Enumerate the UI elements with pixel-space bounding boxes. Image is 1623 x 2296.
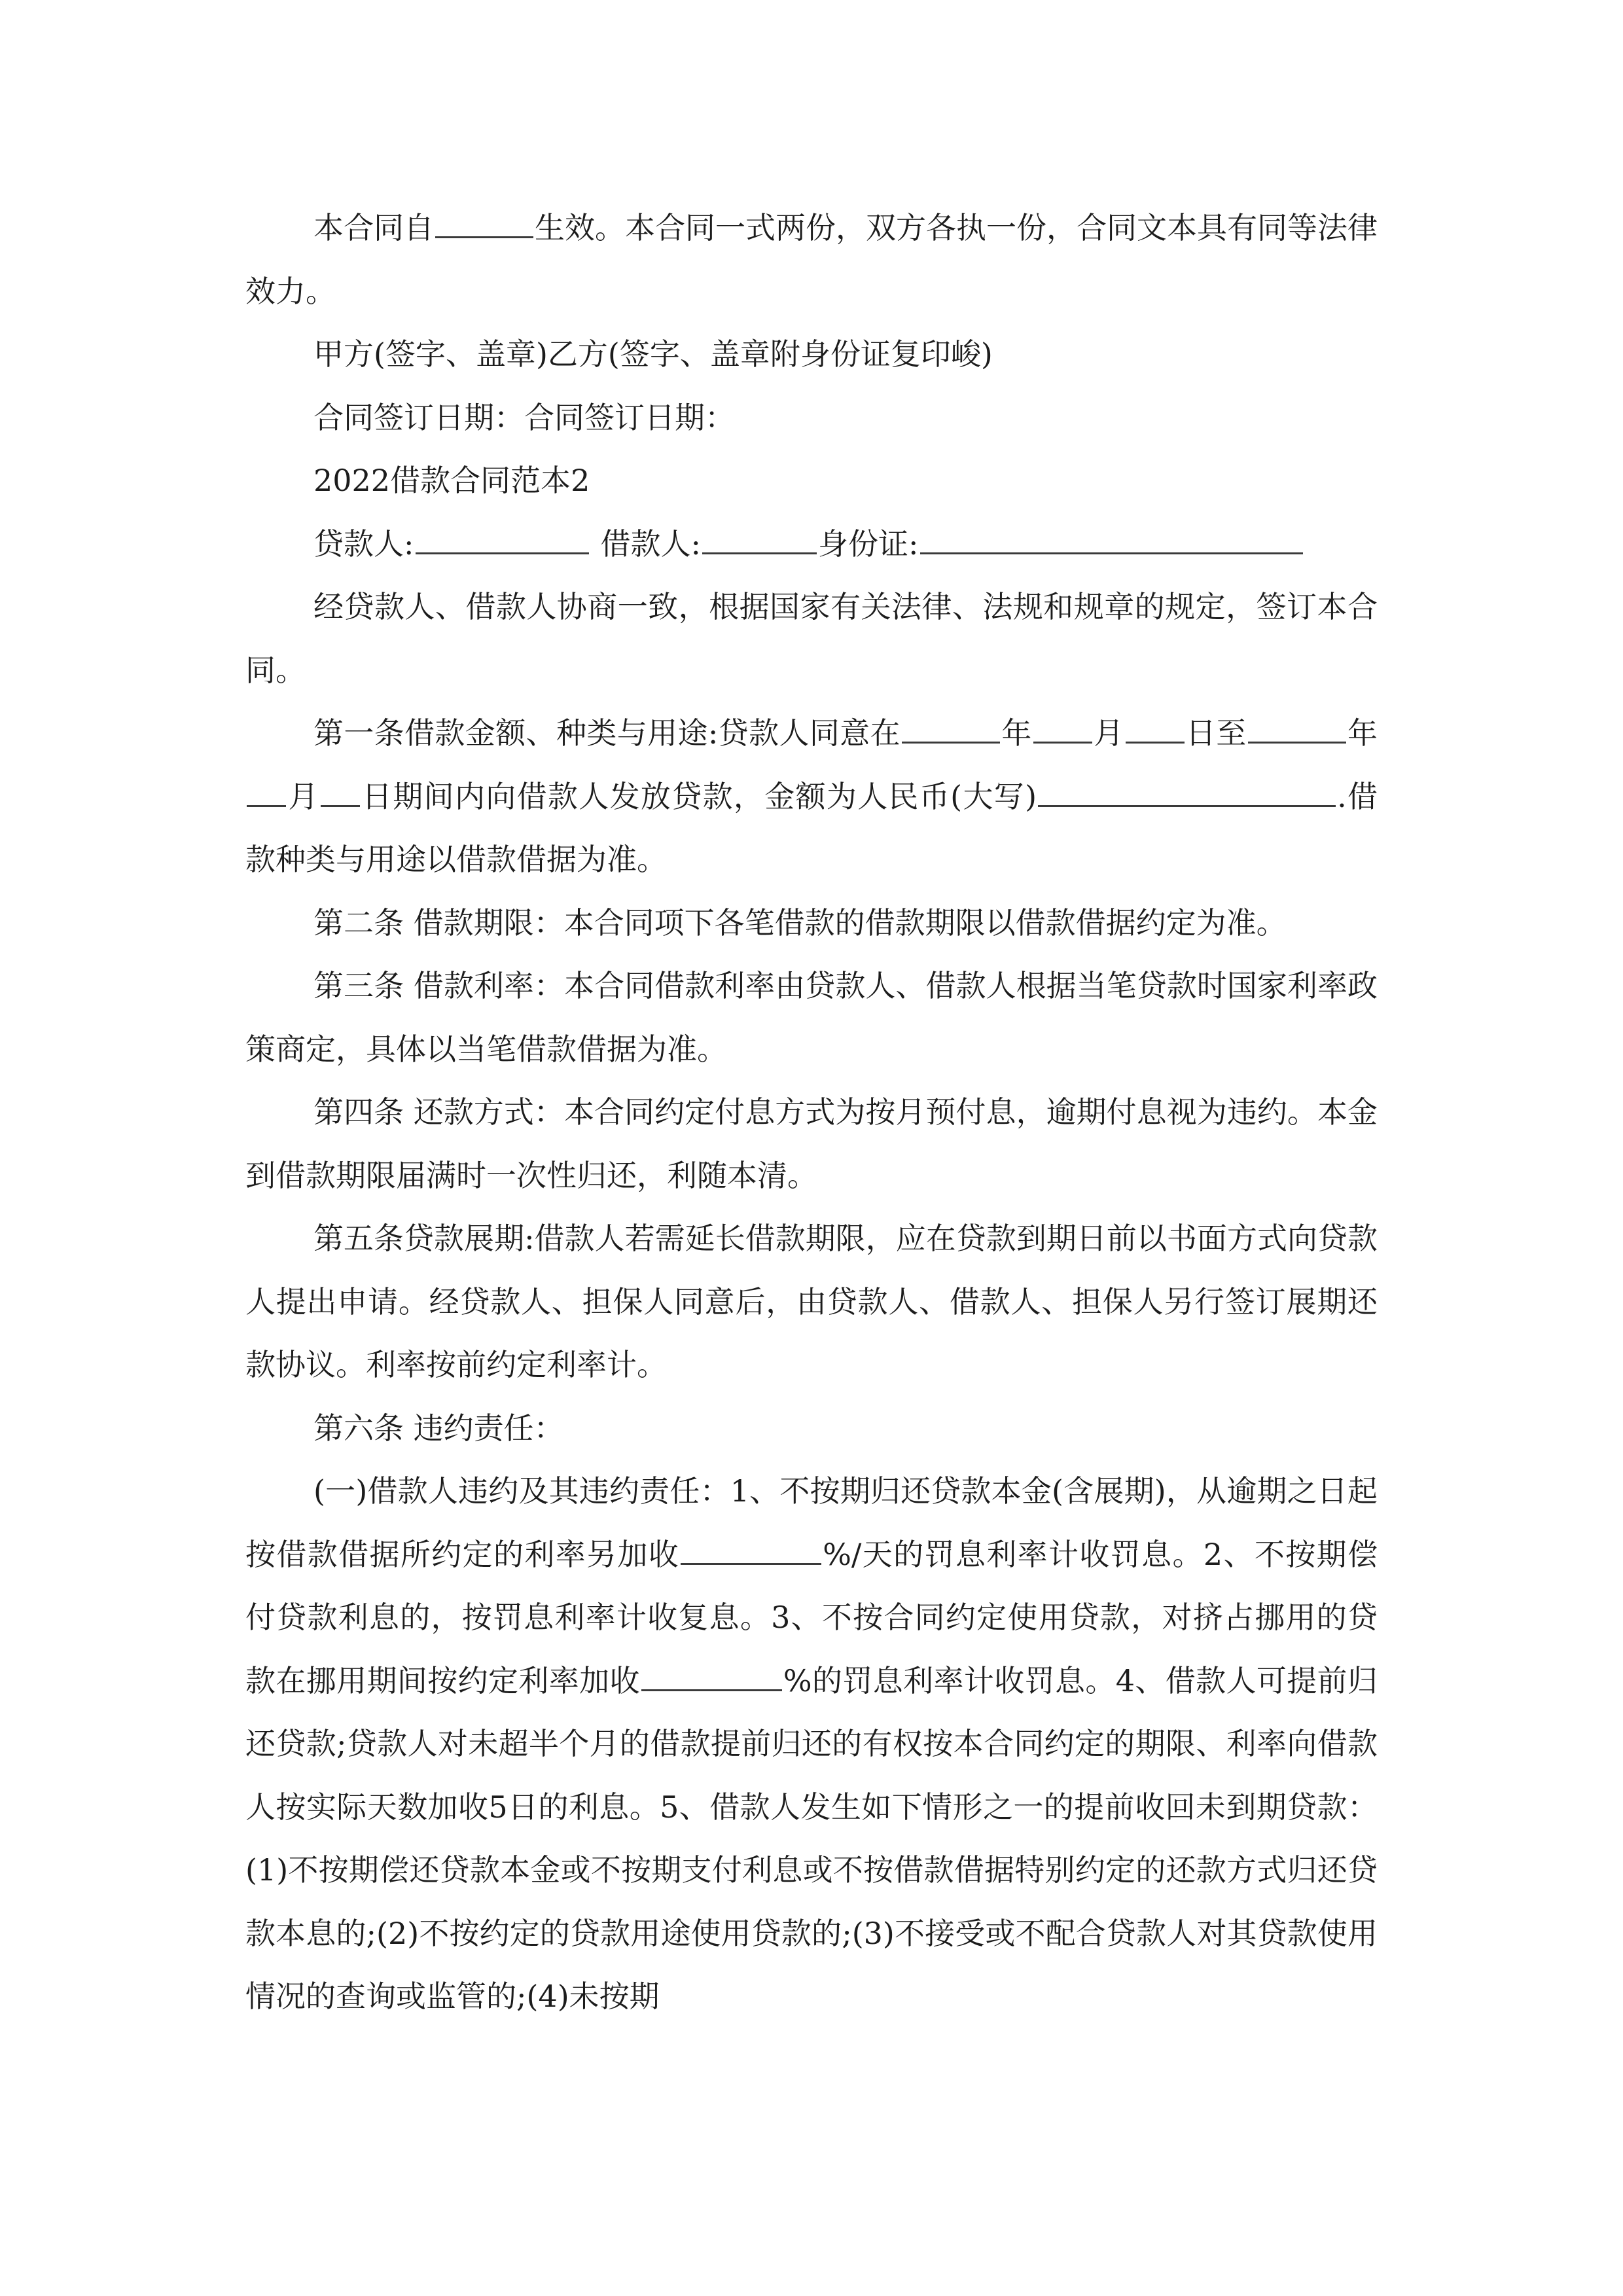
blank-borrower	[702, 524, 817, 554]
article-3: 第三条 借款利率：本合同借款利率由贷款人、借款人根据当笔贷款时国家利率政策商定，具体以当笔借款借据为准。	[245, 968, 1378, 1067]
article-5: 第五条贷款展期:借款人若需延长借款期限，应在贷款到期日前以书面方式向贷款人提出申请。经贷款人、担保人同意后，由贷款人、借款人、担保人另行签订展期还款协议。利率按前约定利率计。	[245, 1221, 1378, 1382]
blank-start-day	[1126, 713, 1185, 744]
article-2: 第二条 借款期限：本合同项下各笔借款的借款期限以借款借据约定为准。	[313, 905, 1287, 941]
blank-start-month	[1033, 713, 1092, 744]
parties-line: 贷款人: 借款人: 身份证:	[245, 512, 1378, 576]
blank-end-year-prefix	[1248, 713, 1346, 744]
blank-id-number	[920, 524, 1303, 554]
article-6-text: (一)借款人违约及其违约责任：1、不按期归还贷款本金(含展期)，从逾期之日起按借款借据所约定的利率另加收 %/天的罚息利率计收罚息。2、不按期偿付贷款利息的，按罚息利率计收复息。3、不按合同约定使用贷款，对挤占挪用的贷款在挪用期间按约定利率加收 %的罚息利率计收罚息。4、借款人可提前归还贷款;贷款人对未超半个月的借款提前归还的有权按本合同约定的期限、利率向借款人按实际天数加收5日的利息。5、借款人发生如下情形之一的提前收回未到期贷款：(1)不按期偿还贷款本金或不按期支付利息或不按借款借据特别约定的还款方式归还贷款本息的;(2)不按约定的贷款用途使用贷款的;(3)不接受或不配合贷款人对其贷款使用情况的查询或监管的;(4)未按期	[245, 1473, 1378, 2014]
contract-title: 2022借款合同范本2	[313, 463, 590, 498]
article-4: 第四条 还款方式：本合同约定付息方式为按月预付息，逾期付息视为违约。本金到借款期限届满时一次性归还，利随本清。	[245, 1094, 1378, 1193]
blank-effective-date	[435, 207, 533, 238]
article-6-heading: 第六条 违约责任：	[313, 1410, 564, 1446]
effective-clause: 本合同自 生效。本合同一式两份，双方各执一份，合同文本具有同等法律效力。	[245, 196, 1378, 323]
blank-end-day	[321, 776, 360, 807]
blank-lender	[416, 524, 589, 554]
signature-line: 甲方(签字、盖章)乙方(签字、盖章附身份证复印峻)	[313, 336, 993, 372]
blank-end-month	[247, 776, 286, 807]
blank-amount	[1038, 776, 1336, 807]
document-body	[245, 196, 1378, 2028]
sign-date-line: 合同签订日期：合同签订日期：	[313, 399, 735, 435]
blank-penalty-rate-daily	[681, 1534, 821, 1565]
preamble: 经贷款人、借款人协商一致，根据国家有关法律、法规和规章的规定，签订本合同。	[245, 589, 1378, 688]
article-1: 第一条借款金额、种类与用途:贷款人同意在 年 月 日至 年月 日期间内向借款人发放贷款，金额为人民币(大写) .借款种类与用途以借款借据为准。	[245, 702, 1378, 891]
blank-start-year	[902, 713, 1000, 744]
blank-penalty-rate-misuse	[641, 1660, 782, 1691]
